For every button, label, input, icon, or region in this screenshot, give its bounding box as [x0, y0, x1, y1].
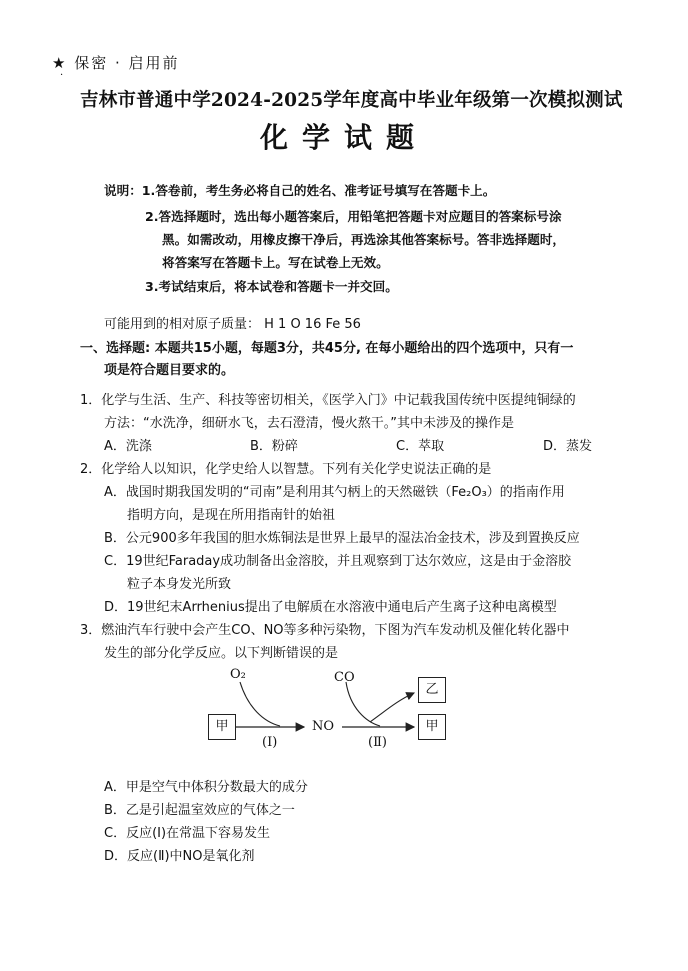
no-label: NO — [312, 719, 335, 734]
instruction-2-line3: 将答案写在答题卡上。写在试卷上无效。 — [162, 255, 389, 270]
q3-option-d: D．反应(Ⅱ)中NO是氧化剂 — [104, 849, 255, 864]
yi-box: 乙 — [418, 677, 446, 703]
q2-stem: 2．化学给人以知识，化学史给人以智慧。下列有关化学史说法正确的是 — [80, 462, 492, 477]
jia-right-box: 甲 — [418, 714, 446, 740]
confidential-label: ★ 保密 · 启用前 — [52, 54, 180, 72]
q2-option-c-line1: C．19世纪Faraday成功制备出金溶胶，并且观察到丁达尔效应，这是由于金溶胶 — [104, 554, 572, 569]
instruction-1: 说明：1.答卷前，考生务必将自己的姓名、准考证号填写在答题卡上。 — [104, 183, 496, 198]
header-dot: · — [60, 70, 64, 81]
section-heading-line2: 项是符合题目要求的。 — [104, 363, 235, 378]
q1-option-b: B．粉碎 — [250, 439, 298, 454]
jia-left-box: 甲 — [208, 714, 236, 740]
atomic-mass-line: 可能用到的相对原子质量： H 1 O 16 Fe 56 — [104, 317, 361, 332]
exam-subject-title: 化学试题 — [259, 121, 428, 154]
o2-label: O₂ — [230, 667, 246, 682]
q3-stem-line2: 发生的部分化学反应。以下判断错误的是 — [104, 646, 339, 661]
q3-option-b: B．乙是引起温室效应的气体之一 — [104, 803, 295, 818]
q3-option-c: C．反应(Ⅰ)在常温下容易发生 — [104, 826, 271, 841]
q1-option-c: C．萃取 — [396, 439, 445, 454]
o2-feed-curve — [240, 682, 280, 726]
section-heading-line1: 一、选择题: 本题共15小题，每题3分，共45分, 在每小题给出的四个选项中，只有一 — [80, 341, 574, 356]
q2-option-c-line2: 粒子本身发光所致 — [127, 577, 232, 592]
q1-option-a: A．洗涤 — [104, 439, 152, 454]
q1-stem-line1: 1．化学与生活、生产、科技等密切相关，《医学入门》中记载我国传统中医提纯铜绿的 — [80, 393, 576, 408]
q2-option-a-line1: A．战国时期我国发明的“司南”是利用其勺柄上的天然磁铁（Fe₂O₃）的指南作用 — [104, 485, 565, 500]
instruction-2-line2: 黑。如需改动，用橡皮擦干净后，再选涂其他答案标号。答非选择题时， — [162, 232, 565, 247]
instruction-2-line1: 2.答选择题时，选出每小题答案后，用铅笔把答题卡对应题目的答案标号涂 — [145, 209, 562, 224]
q2-option-d: D．19世纪末Arrhenius提出了电解质在水溶液中通电后产生离子这种电离模型 — [104, 600, 557, 615]
q1-stem-line2: 方法：“水洗净，细研水飞，去石澄清，慢火熬干。”其中未涉及的操作是 — [104, 416, 514, 431]
q3-option-a: A．甲是空气中体积分数最大的成分 — [104, 780, 308, 795]
reaction-1-label: (Ⅰ) — [262, 735, 278, 750]
co-feed-curve — [346, 682, 380, 726]
q1-option-d: D．蒸发 — [543, 439, 593, 454]
instruction-3: 3.考试结束后，将本试卷和答题卡一并交回。 — [145, 279, 398, 294]
q3-stem-line1: 3．燃油汽车行驶中会产生CO、NO等多种污染物，下图为汽车发动机及催化转化器中 — [80, 623, 570, 638]
co-label: CO — [334, 670, 355, 685]
exam-school-title: 吉林市普通中学2024-2025学年度高中毕业年级第一次模拟测试 — [80, 90, 623, 111]
q2-option-a-line2: 指明方向，是现在所用指南针的始祖 — [127, 508, 336, 523]
q2-option-b: B．公元900多年我国的胆水炼铜法是世界上最早的湿法冶金技术，涉及到置换反应 — [104, 531, 580, 546]
arrow-to-yi — [370, 693, 414, 722]
reaction-2-label: (Ⅱ) — [368, 735, 387, 750]
